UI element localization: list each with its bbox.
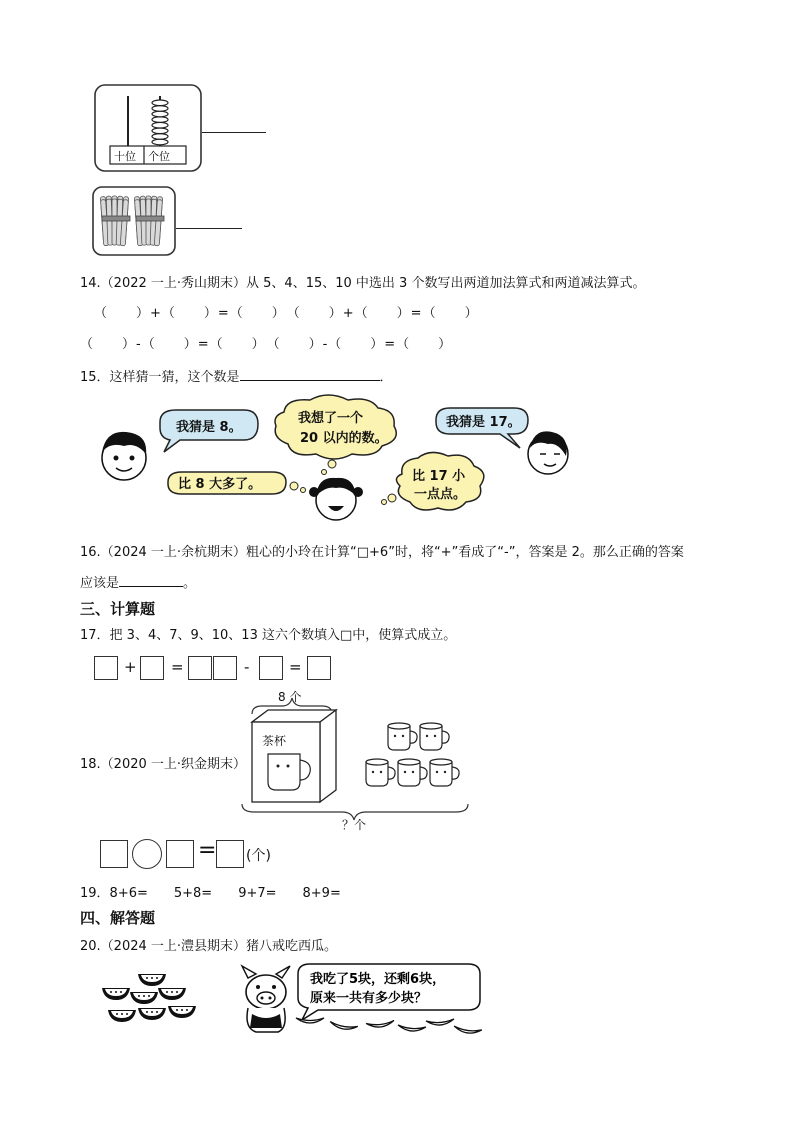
- watermelon-rind-icon: [329, 1022, 357, 1032]
- q20-illustration: [96, 962, 488, 1040]
- q18-equals: =: [198, 838, 217, 863]
- watermelon-rind-icon: [296, 1018, 324, 1023]
- q17-minus: -: [244, 658, 250, 676]
- q17-box-3[interactable]: [188, 656, 212, 680]
- bubble-more8-text: 比 8 大多了。: [178, 477, 262, 492]
- q17-box-4[interactable]: [213, 656, 237, 680]
- watermelon-slice-icon: [130, 992, 158, 1004]
- q17-equals: =: [171, 658, 184, 676]
- q15-end: ．: [379, 370, 393, 385]
- q16-end: 。: [183, 576, 197, 591]
- bundles-answer-line[interactable]: [176, 228, 242, 229]
- abacus-bead: [152, 100, 168, 106]
- cup-icon: [388, 723, 417, 750]
- q14-addition-row[interactable]: （ ）+（ ）=（ ） （ ）+（ ）=（ ）: [94, 306, 479, 321]
- q16-line1: 16.（2024 一上·余杭期末）粗心的小玲在计算“□+6”时，将“+”看成了“-”，答案是 2。那么正确的答案: [80, 545, 684, 560]
- q18-box-label: 茶杯: [262, 734, 287, 748]
- q17-box-2[interactable]: [140, 656, 164, 680]
- stick-bundles-figure: [92, 186, 176, 256]
- abacus-beads: [152, 100, 168, 145]
- watermelon-slice-icon: [138, 1008, 166, 1020]
- bubble-less17-line1: 比 17 小: [412, 469, 466, 484]
- watermelon-slices: [102, 974, 196, 1022]
- q16-prefix: 应该是: [80, 576, 120, 591]
- abacus-answer-line[interactable]: [202, 132, 266, 133]
- tens-label: 十位: [114, 150, 136, 163]
- girl-face-icon: [309, 478, 363, 520]
- abacus-bead: [152, 139, 168, 145]
- bubble-less17-line2: 一点点。: [414, 487, 467, 502]
- abacus-bead: [152, 106, 168, 112]
- stick-bundles-illustration: [92, 186, 176, 256]
- q15-prompt: 15．这样猜一猜，这个数是: [80, 370, 240, 385]
- section-three-title: 三、计算题: [80, 600, 156, 618]
- cup-icon: [420, 723, 449, 750]
- watermelon-rind-icon: [398, 1025, 426, 1032]
- q14-subtraction-row[interactable]: （ ）-（ ）=（ ） （ ）-（ ）=（ ）: [80, 337, 453, 352]
- q18-box-2[interactable]: [166, 840, 194, 868]
- q16-line2: [80, 572, 196, 591]
- q18-box-count: 8 个: [278, 690, 302, 704]
- bubble-think-line1: 我想了一个: [298, 411, 364, 426]
- watermelon-rind-icon: [453, 1026, 481, 1035]
- watermelon-slice-icon: [102, 988, 130, 1000]
- watermelon-slice-icon: [158, 988, 186, 1000]
- abacus-bead: [152, 128, 168, 134]
- q17-box-5[interactable]: [259, 656, 283, 680]
- watermelon-rind-icon: [426, 1019, 454, 1026]
- stick-bundle-icon: [134, 196, 164, 246]
- q18-box-3[interactable]: [216, 840, 244, 868]
- q20-text: 20.（2024 一上·澧县期末）猪八戒吃西瓜。: [80, 939, 338, 954]
- cup-icon: [398, 759, 427, 786]
- q15-answer-blank[interactable]: [240, 380, 380, 381]
- q14-text: 14.（2022 一上·秀山期末）从 5、4、15、10 中选出 3 个数写出两道加法算式和两道减法算式。: [80, 276, 646, 291]
- watermelon-slice-icon: [108, 1010, 136, 1022]
- bubble-guess8-text: 我猜是 8。: [176, 420, 242, 435]
- cup-icon: [430, 759, 459, 786]
- q17-plus: +: [124, 658, 137, 676]
- ones-label: 个位: [148, 150, 170, 163]
- watermelon-rinds: [296, 1018, 482, 1035]
- q18-unit: (个): [246, 848, 271, 864]
- boy-face-right-icon: [528, 431, 568, 474]
- q15-guess-illustration: [96, 392, 596, 532]
- watermelon-slice-icon: [168, 1006, 196, 1018]
- q18-box-1[interactable]: [100, 840, 128, 868]
- q17-box-1[interactable]: [94, 656, 118, 680]
- q15-text: [80, 366, 393, 385]
- abacus-bead: [152, 134, 168, 140]
- section-four-title: 四、解答题: [80, 909, 156, 927]
- q17-text: 17．把 3、4、7、9、10、13 这六个数填入□中，使算式成立。: [80, 628, 457, 643]
- cup-icon: [366, 759, 395, 786]
- abacus-bead: [152, 111, 168, 117]
- pig-speech-line1: 我吃了5块，还剩6块，: [310, 972, 446, 987]
- q16-answer-blank[interactable]: [119, 586, 183, 587]
- q17-equals-2: =: [289, 658, 302, 676]
- q19-text: 19．8+6= 5+8= 9+7= 8+9=: [80, 886, 341, 901]
- loose-cups: [366, 723, 459, 786]
- bubble-think-line2: 20 以内的数。: [300, 431, 388, 446]
- cup-box-icon: [252, 710, 336, 802]
- bubble-think: [275, 395, 396, 459]
- boy-face-left-icon: [102, 432, 146, 480]
- watermelon-slice-icon: [138, 974, 166, 986]
- zhu-bajie-icon: [242, 966, 290, 1032]
- abacus-bead: [152, 117, 168, 123]
- pig-speech-line2: 原来一共有多少块？: [310, 991, 428, 1006]
- q18-question: ？个: [342, 818, 367, 832]
- watermelon-rind-icon: [366, 1021, 394, 1029]
- bubble-guess17-text: 我猜是 17。: [446, 415, 521, 430]
- q18-cups-illustration: [238, 692, 474, 832]
- q18-label: 18.（2020 一上·织金期末）: [80, 757, 247, 772]
- abacus-figure: [94, 84, 202, 172]
- abacus-bead: [152, 122, 168, 128]
- q17-box-6[interactable]: [307, 656, 331, 680]
- q18-operator-circle[interactable]: [132, 839, 162, 869]
- stick-bundle-icon: [100, 196, 130, 246]
